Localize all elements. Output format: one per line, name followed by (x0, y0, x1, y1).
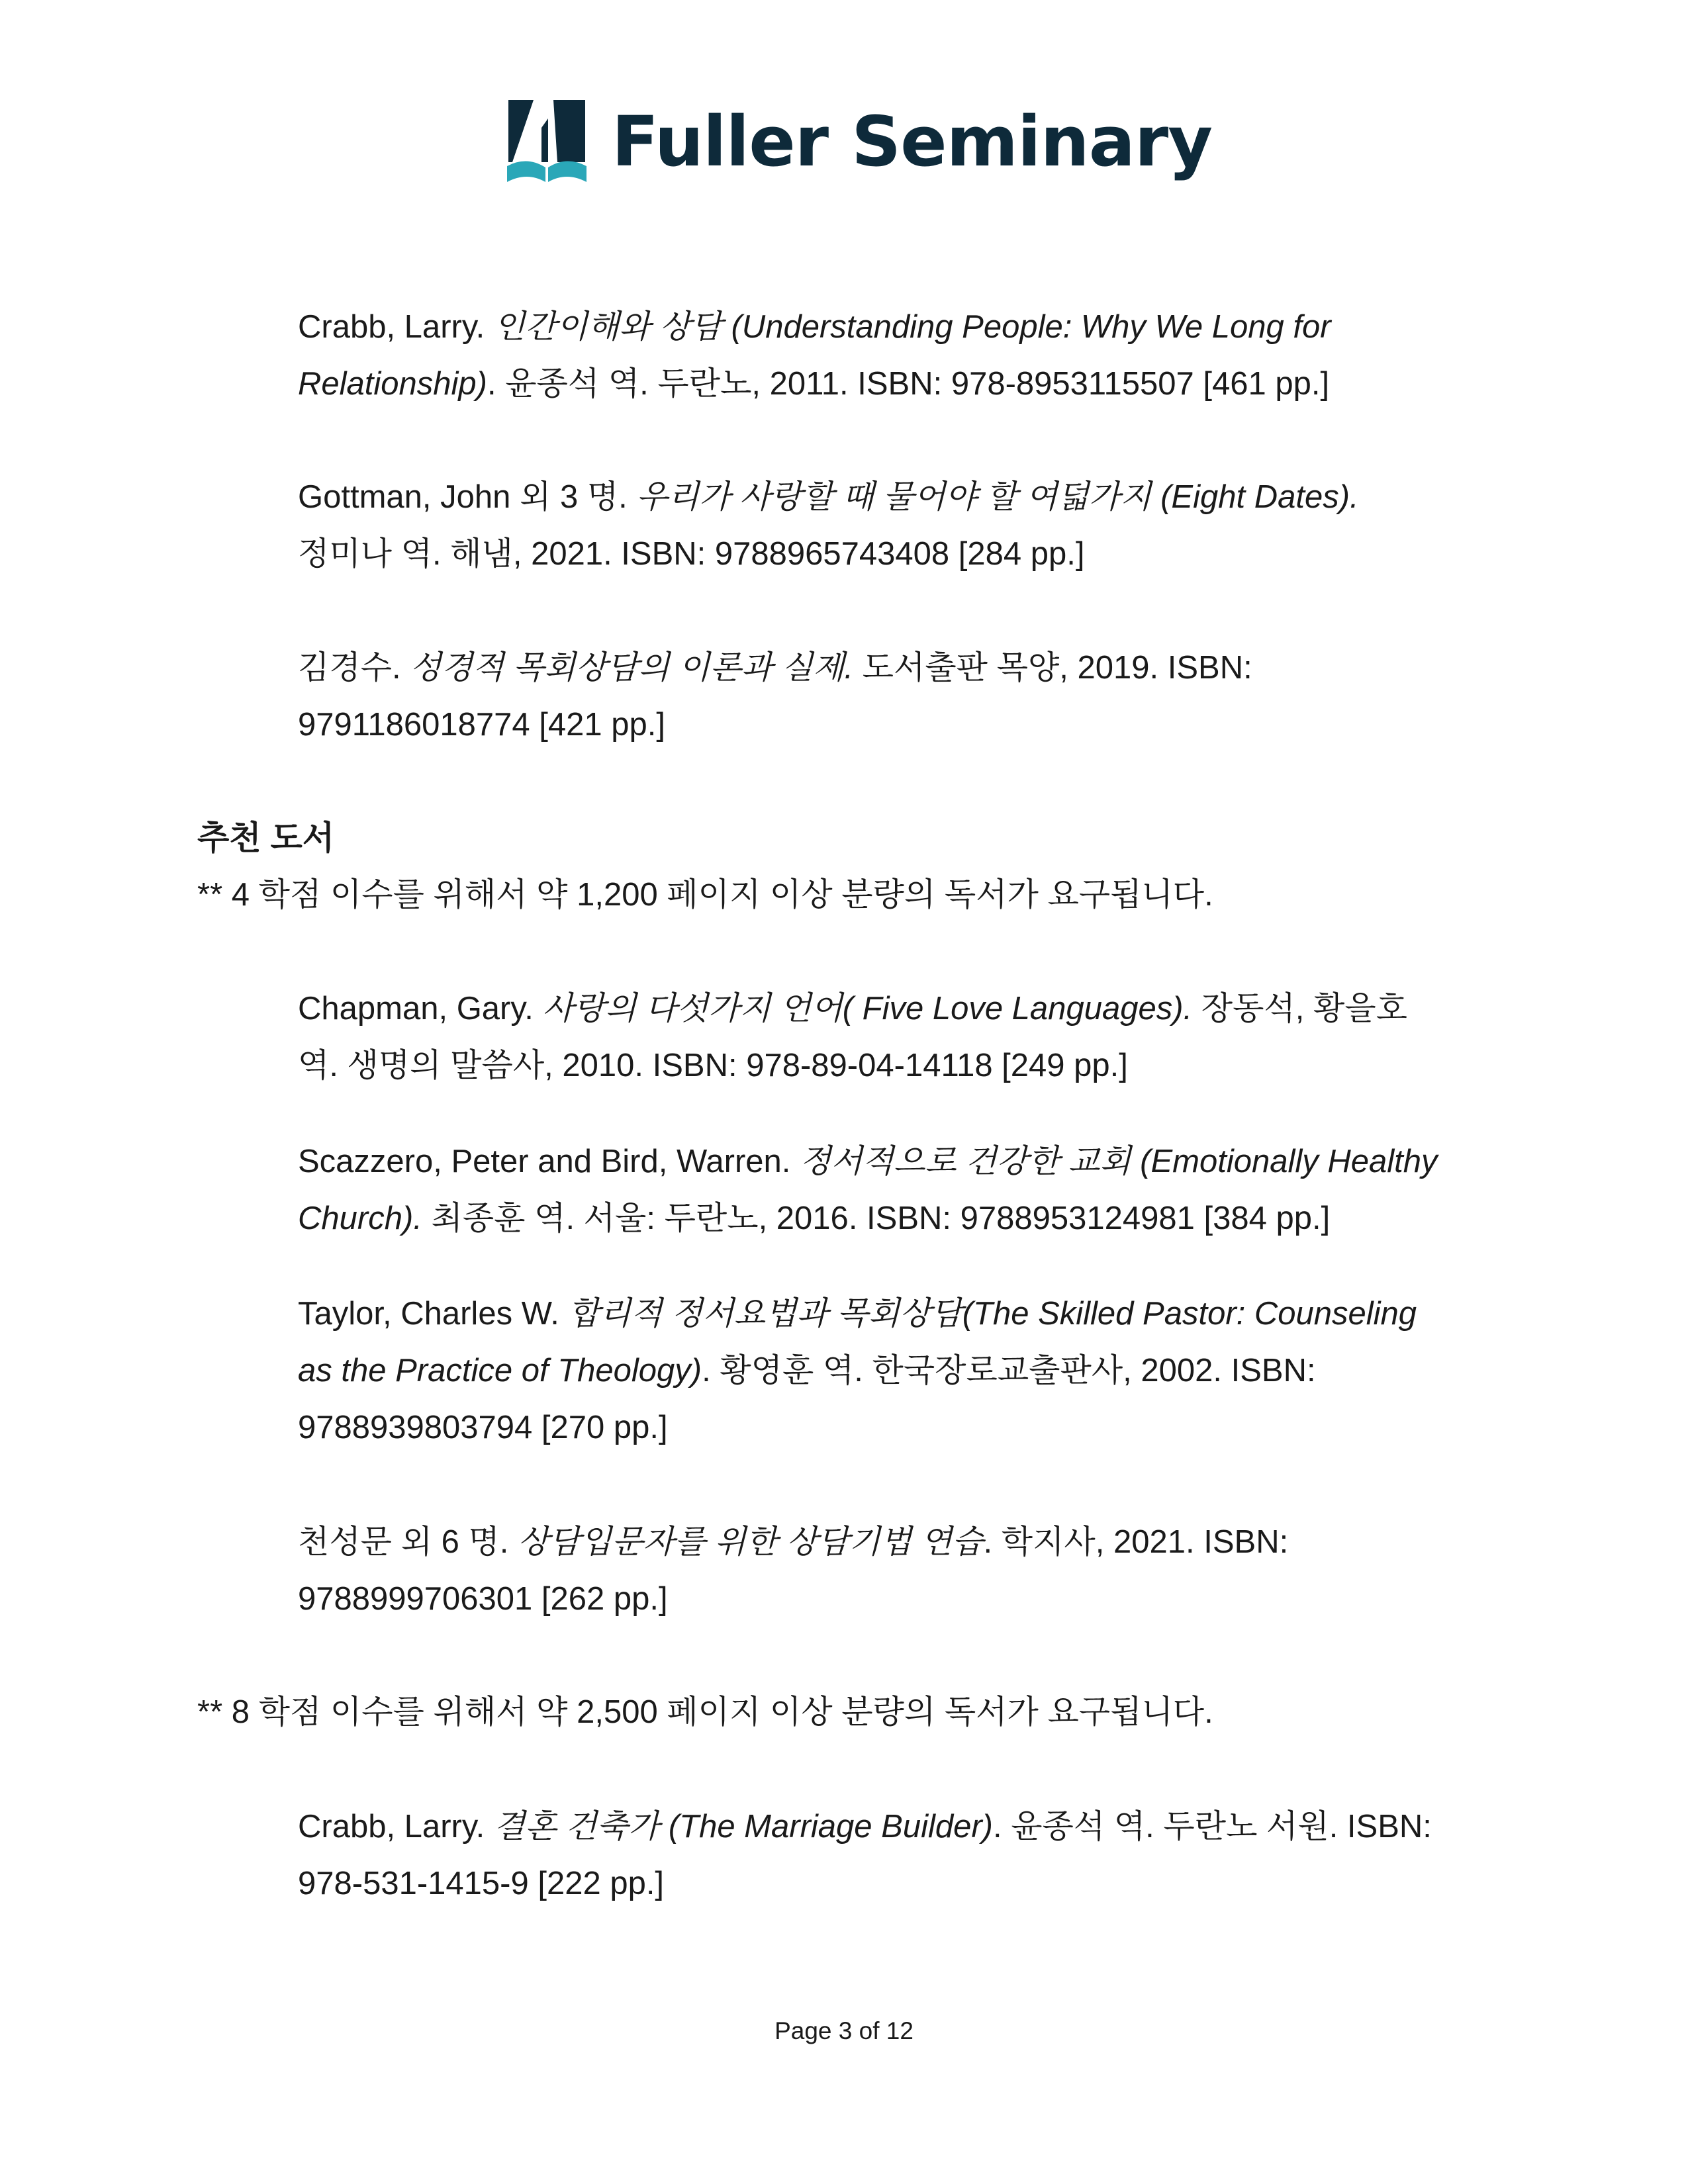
entry-publication: 역. 생명의 말씀사, 2010. ISBN: 978-89-04-14118 [249 pp.] (298, 1048, 1128, 1083)
entry-isbn: 9788939803794 [270 pp.] (298, 1410, 668, 1445)
entry-publication: 최종훈 역. 서울: 두란노, 2016. ISBN: 9788953124981 [384 pp.] (422, 1201, 1331, 1236)
bibliography-entry (298, 298, 1556, 412)
entry-title: 우리가 사랑할 때 물어야 할 여덟가지 (Eight Dates). (636, 479, 1359, 515)
entry-title: 인간이해와 상담 (Understanding People: Why We Long for (493, 309, 1331, 345)
entry-title: 정서적으로 건강한 교회 (Emotionally Healthy (800, 1144, 1438, 1179)
entry-title: 상담입문자를 위한 상담기법 연습 (518, 1524, 984, 1560)
entry-author: Crabb, Larry. (298, 1809, 494, 1844)
entry-isbn: 9788999706301 [262 pp.] (298, 1581, 668, 1617)
entry-title: 사랑의 다섯가지 언어( Five Love Languages). (542, 991, 1193, 1026)
entry-author: Taylor, Charles W. (298, 1296, 569, 1332)
entry-title: Church). (298, 1201, 422, 1236)
bibliography-entry (298, 980, 1556, 1094)
entry-author: 천성문 외 6 명. (298, 1524, 518, 1560)
entry-author: Gottman, John 외 3 명. (298, 479, 637, 515)
entry-publication: . 학지사, 2021. ISBN: (983, 1524, 1289, 1560)
entry-publication: . 윤종석 역. 두란노 서원. ISBN: (993, 1809, 1432, 1844)
entry-translators: 장동석, 황을호 (1192, 991, 1407, 1026)
bibliography-entry (298, 469, 1556, 582)
bibliography-entry (298, 1514, 1556, 1627)
bibliography-entry (298, 1285, 1556, 1456)
credit-note-8: ** 8 학점 이수를 위해서 약 2,500 페이지 이상 분량의 독서가 요구됩니다. (197, 1694, 1213, 1730)
entry-author: 김경수. (298, 650, 410, 686)
fuller-logo (504, 97, 1212, 187)
entry-title: 결혼 건축가 (The Marriage Builder) (493, 1809, 993, 1844)
book-logo-icon (504, 99, 589, 185)
entry-publication: 도서출판 목양, 2019. ISBN: (853, 650, 1252, 686)
entry-author: Crabb, Larry. (298, 309, 494, 345)
credit-note-4: ** 4 학점 이수를 위해서 약 1,200 페이지 이상 분량의 독서가 요구됩니다. (197, 877, 1213, 913)
entry-publication: . 윤종석 역. 두란노, 2011. ISBN: 978-8953115507 [461 pp.] (487, 366, 1330, 402)
section-heading: 추천 도서 (197, 819, 335, 856)
entry-title: 합리적 정서요법과 목회상담(The Skilled Pastor: Counseling (568, 1296, 1417, 1332)
logo-text: Fuller Seminary (612, 101, 1212, 182)
bibliography-entry (298, 1798, 1556, 1912)
bibliography-entry (298, 1133, 1556, 1247)
bibliography-entry (298, 639, 1556, 753)
entry-title: Relationship) (298, 366, 487, 402)
entry-isbn: 9791186018774 [421 pp.] (298, 707, 665, 743)
entry-publication: . 황영훈 역. 한국장로교출판사, 2002. ISBN: (702, 1353, 1316, 1388)
entry-isbn: 978-531-1415-9 [222 pp.] (298, 1866, 665, 1901)
entry-author: Scazzero, Peter and Bird, Warren. (298, 1144, 800, 1179)
entry-publication: 정미나 역. 해냄, 2021. ISBN: 9788965743408 [284 pp.] (298, 536, 1085, 572)
page-number: Page 3 of 12 (774, 2017, 914, 2044)
entry-title: 성경적 목회상담의 이론과 실제. (410, 650, 854, 686)
entry-author: Chapman, Gary. (298, 991, 543, 1026)
entry-title: as the Practice of Theology) (298, 1353, 702, 1388)
